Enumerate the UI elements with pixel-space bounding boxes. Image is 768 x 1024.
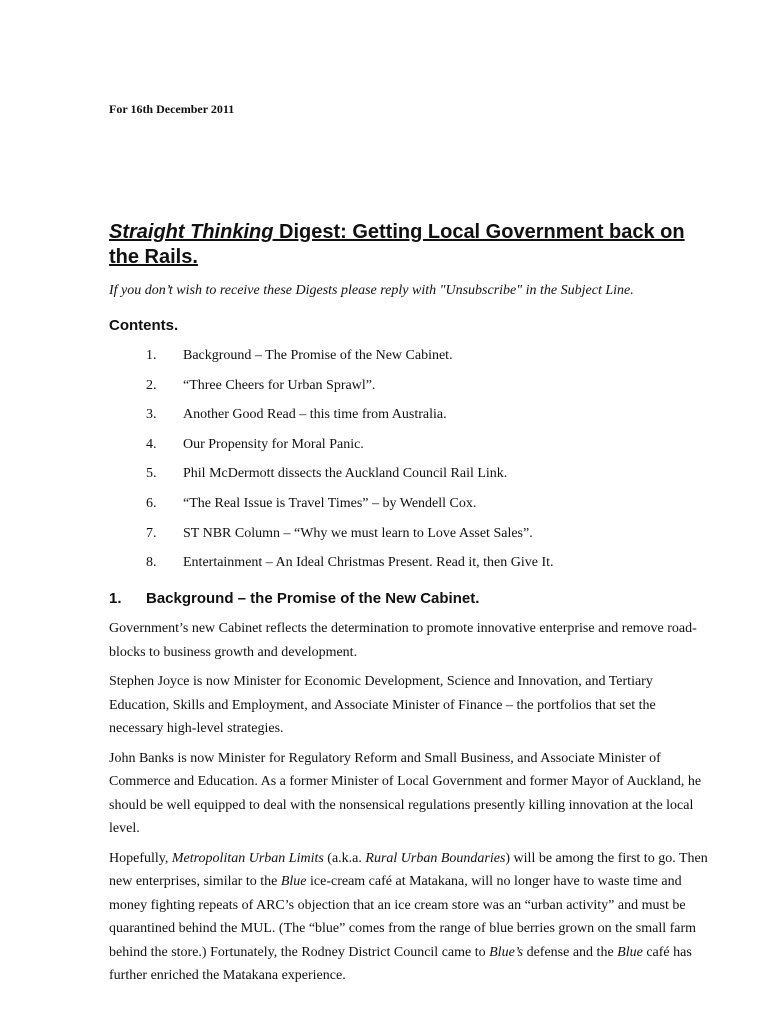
contents-item-number: 6.: [146, 495, 157, 511]
text-run: (a.k.a.: [323, 850, 366, 866]
contents-item-text: Background – The Promise of the New Cabinet.: [183, 348, 453, 363]
contents-item-number: 4.: [146, 436, 157, 452]
contents-item-number: 5.: [146, 466, 157, 482]
section-1-body: [109, 617, 709, 994]
section-1-heading: [109, 590, 479, 607]
paragraph: Stephen Joyce is now Minister for Economic Development, Science and Innovation, and Tertiary Education, Skills and Employment, and Associate Minister of Finance – the portfolios that set the necessary high-level strategies.: [109, 674, 656, 736]
contents-item-text: Our Propensity for Moral Panic.: [183, 436, 364, 452]
contents-item-text: “The Real Issue is Travel Times” – by Wendell Cox.: [183, 495, 477, 511]
contents-item-text: ST NBR Column – “Why we must learn to Love Asset Sales”.: [183, 525, 533, 541]
contents-item-text: Another Good Read – this time from Australia.: [183, 407, 447, 423]
contents-item-text: “Three Cheers for Urban Sprawl”.: [183, 377, 376, 393]
contents-item-text: Phil McDermott dissects the Auckland Council Rail Link.: [183, 466, 508, 482]
text-run-italic: Blue: [617, 944, 643, 960]
text-run: defense and the: [523, 944, 618, 960]
contents-item-number: 2.: [146, 377, 157, 393]
section-1-title: Background – the Promise of the New Cabinet.: [146, 590, 480, 607]
text-run: ) will be among the first to go. Then new enterprises, similar to the: [109, 850, 708, 889]
text-run: Hopefully,: [109, 850, 172, 866]
document-date: For 16th December 2011: [109, 102, 235, 116]
paragraph: Government’s new Cabinet reflects the determination to promote innovative enterprise and remove road-blocks to business growth and development.: [109, 621, 697, 660]
title-rest: Digest: Getting Local Government back on the Rails.: [109, 221, 685, 268]
text-run-italic: Blue: [280, 874, 307, 889]
contents-heading: Contents.: [109, 317, 179, 334]
section-1-number: 1.: [109, 590, 122, 607]
text-run-italic: Blue’s: [489, 944, 524, 960]
text-run: café has further enriched the Matakana experience.: [109, 944, 692, 983]
contents-item-text: Entertainment – An Ideal Christmas Present. Read it, then Give It.: [183, 555, 554, 571]
document-title: [109, 220, 709, 270]
text-run-italic: Metropolitan Urban Limits: [171, 850, 324, 866]
contents-item-number: 1.: [146, 348, 157, 363]
contents-item-number: 8.: [146, 555, 157, 571]
contents-item-number: 3.: [146, 407, 157, 423]
text-run: ice-cream café at Matakana, will no longer have to waste time and money fighting repeats of ARC’s objection that an ice cream store was an “urban activity” and must be quarantined behind the MUL. (The “blue” comes from the range of blue berries grown on the small farm behind the store.) Fortunately, the Rodney District Council came to: [109, 874, 697, 960]
unsubscribe-note: If you don’t wish to receive these Digests please reply with "Unsubscribe" in the Subject Line.: [109, 283, 634, 298]
text-run-italic: Rural Urban Boundaries: [365, 850, 506, 866]
paragraph: [109, 847, 709, 988]
paragraph: John Banks is now Minister for Regulatory Reform and Small Business, and Associate Minister of Commerce and Education. As a former Minister of Local Government and former Mayor of Auckland, he should be well equipped to deal with the nonsensical regulations presently killing innovation at the local level.: [109, 750, 702, 836]
contents-item-number: 7.: [146, 525, 157, 541]
title-italic-part: Straight Thinking: [109, 221, 274, 243]
